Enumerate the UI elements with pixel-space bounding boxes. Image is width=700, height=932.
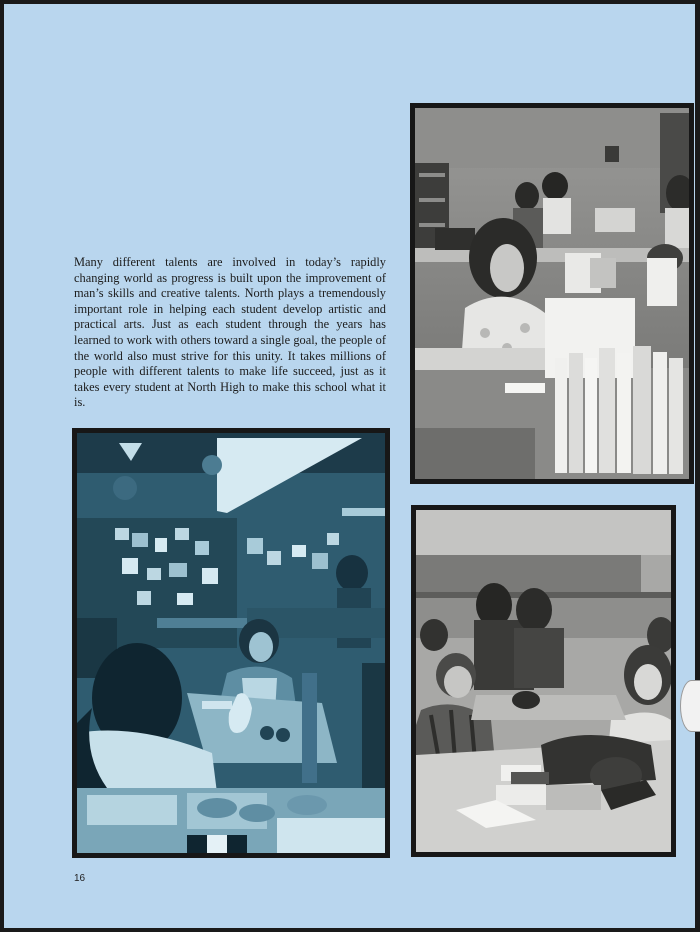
photo-study-students (411, 505, 676, 857)
body-text: Many different talents are involved in today’s rapidly changing world as progress is built upon the improvement of man’s skills and creative talents. North plays a tremendously important role in helping each student develop artistic and practical arts. Just as each student through the years has learned to work with others toward a single goal, the people of the world also must strive for this unity. It takes millions of people with different talents to make life succeed, just as it takes every student at North High to make this school what it is. (74, 255, 386, 410)
page-number: 16 (74, 873, 86, 884)
photo-art-class (72, 428, 390, 858)
photo-office-students (410, 103, 694, 484)
page-edge-tab (680, 680, 700, 732)
